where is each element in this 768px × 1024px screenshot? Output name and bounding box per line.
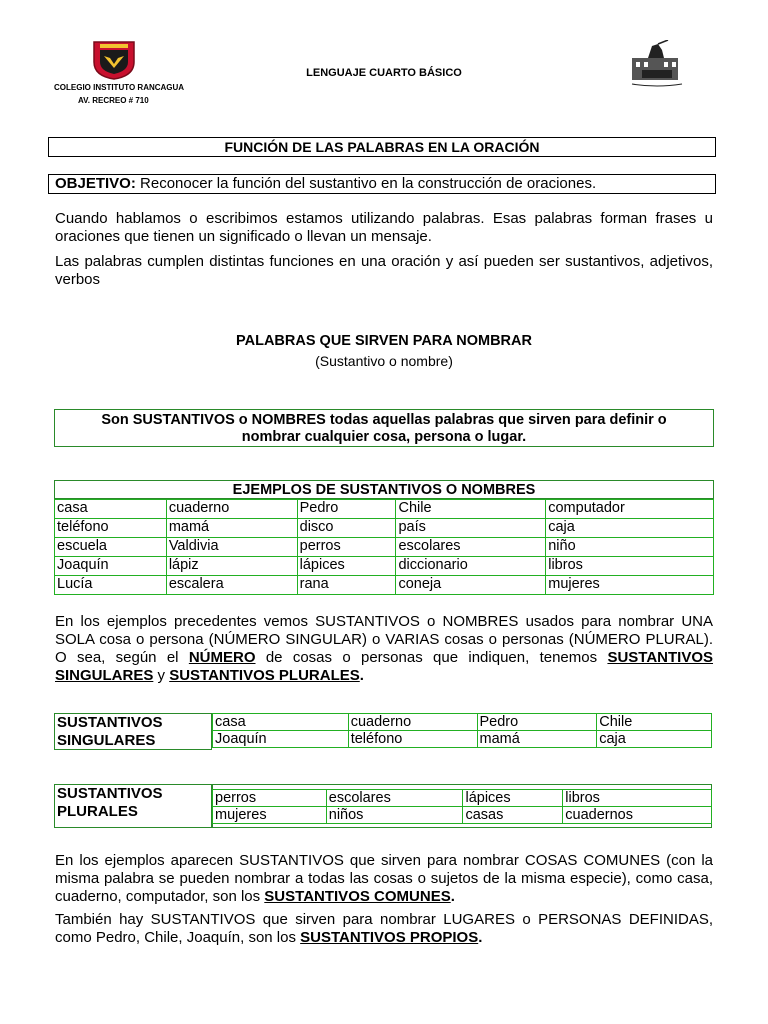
examples-row — [55, 538, 714, 557]
table-cell: mujeres — [546, 576, 714, 595]
department-logo — [628, 40, 686, 90]
table-cell: escalera — [166, 576, 297, 595]
table-cell: lápiz — [166, 557, 297, 576]
number-end: . — [359, 667, 364, 684]
examples-row — [55, 557, 714, 576]
examples-row — [55, 519, 714, 538]
number-paragraph — [55, 613, 713, 685]
plural-row — [213, 807, 712, 824]
school-address: AV. RECREO # 710 — [78, 96, 149, 105]
section-heading: PALABRAS QUE SIRVEN PARA NOMBRAR — [236, 333, 532, 349]
table-cell: caja — [546, 519, 714, 538]
objective-label: OBJETIVO: — [55, 175, 136, 192]
definition-box — [54, 409, 714, 447]
table-cell: mamá — [477, 731, 597, 748]
table-cell: Joaquín — [213, 731, 349, 748]
comunes-bold: SUSTANTIVOS COMUNES — [264, 888, 451, 905]
table-cell: escuela — [55, 538, 167, 557]
table-cell: perros — [297, 538, 396, 557]
table-cell: mamá — [166, 519, 297, 538]
comunes-text: En los ejemplos aparecen SUSTANTIVOS que sirven para nombrar COSAS COMUNES (con la misma palabra se pueden nombrar a todas las cosas o sujetos de la misma especie), como casa, cuaderno, computador, son los — [55, 852, 713, 905]
examples-table — [54, 499, 714, 595]
table-cell: lápices — [297, 557, 396, 576]
table-cell: Valdivia — [166, 538, 297, 557]
singular-row — [213, 731, 712, 748]
table-cell: teléfono — [55, 519, 167, 538]
table-cell: cuaderno — [166, 500, 297, 519]
singular-label: SUSTANTIVOS SINGULARES — [54, 713, 212, 750]
table-cell: libros — [563, 790, 712, 807]
table-cell: mujeres — [213, 807, 327, 824]
table-cell: disco — [297, 519, 396, 538]
table-cell: coneja — [396, 576, 546, 595]
number-and: y — [153, 667, 170, 684]
table-cell: caja — [597, 731, 712, 748]
table-cell: Pedro — [477, 714, 597, 731]
intro-paragraph-2: Las palabras cumplen distintas funciones en una oración y así pueden ser sustantivos, adjetivos, verbos — [55, 253, 713, 288]
examples-row — [55, 500, 714, 519]
objective-box — [48, 174, 716, 194]
table-cell: escolares — [396, 538, 546, 557]
table-cell: Joaquín — [55, 557, 167, 576]
propios-paragraph — [55, 911, 713, 947]
school-name: COLEGIO INSTITUTO RANCAGUA — [54, 83, 185, 92]
singulares-bold: SUSTANTIVOS SINGULARES — [55, 649, 714, 684]
singular-table — [212, 713, 712, 748]
singular-row — [213, 714, 712, 731]
intro-paragraph-1: Cuando hablamos o escribimos estamos utilizando palabras. Esas palabras forman frases u oraciones que tienen un significado o llevan un mensaje. — [55, 210, 713, 245]
table-cell: niños — [326, 807, 463, 824]
table-cell: casa — [213, 714, 349, 731]
table-cell: Pedro — [297, 500, 396, 519]
propios-bold: SUSTANTIVOS PROPIOS — [300, 929, 479, 946]
title-box: FUNCIÓN DE LAS PALABRAS EN LA ORACIÓN — [48, 137, 716, 157]
table-cell: niño — [546, 538, 714, 557]
course-title: LENGUAJE CUARTO BÁSICO — [306, 67, 462, 79]
plural-row — [213, 790, 712, 807]
table-cell: cuadernos — [563, 807, 712, 824]
number-text-1: En los ejemplos precedentes vemos SUSTANTIVOS o NOMBRES usados para nombrar UNA SOLA cosa o persona (NÚMERO SINGULAR) o VARIAS cosas o personas (NÚMERO PLURAL). O sea, según el — [55, 613, 713, 666]
table-cell: rana — [297, 576, 396, 595]
table-cell: Chile — [597, 714, 712, 731]
table-cell: teléfono — [348, 731, 477, 748]
comunes-end: . — [450, 888, 455, 905]
comunes-paragraph — [55, 852, 713, 906]
examples-row — [55, 576, 714, 595]
table-cell: escolares — [326, 790, 463, 807]
table-cell: diccionario — [396, 557, 546, 576]
plural-table — [212, 789, 712, 824]
table-cell: casa — [55, 500, 167, 519]
table-cell: libros — [546, 557, 714, 576]
table-cell: lápices — [463, 790, 563, 807]
numero-bold: NÚMERO — [188, 649, 256, 666]
table-cell: perros — [213, 790, 327, 807]
table-cell: Chile — [396, 500, 546, 519]
table-cell: país — [396, 519, 546, 538]
objective-text: Reconocer la función del sustantivo en la construcción de oraciones. — [135, 175, 597, 192]
table-cell: Lucía — [55, 576, 167, 595]
propios-text: También hay SUSTANTIVOS que sirven para nombrar LUGARES o PERSONAS DEFINIDAS, como Pedro, Chile, Joaquín, son los — [55, 911, 713, 946]
definition-text: Son SUSTANTIVOS o NOMBRES todas aquellas palabras que sirven para definir o nombrar cualquier cosa, persona o lugar. — [101, 412, 667, 445]
section-subheading: (Sustantivo o nombre) — [315, 353, 453, 369]
number-text-2: de cosas o personas que indiquen, tenemos — [255, 649, 608, 666]
table-cell: cuaderno — [348, 714, 477, 731]
plurales-bold: SUSTANTIVOS PLURALES — [169, 667, 360, 684]
table-cell: computador — [546, 500, 714, 519]
examples-title: EJEMPLOS DE SUSTANTIVOS O NOMBRES — [54, 480, 714, 499]
propios-end: . — [478, 929, 483, 946]
table-cell: casas — [463, 807, 563, 824]
plural-label: SUSTANTIVOS PLURALES — [54, 784, 212, 828]
